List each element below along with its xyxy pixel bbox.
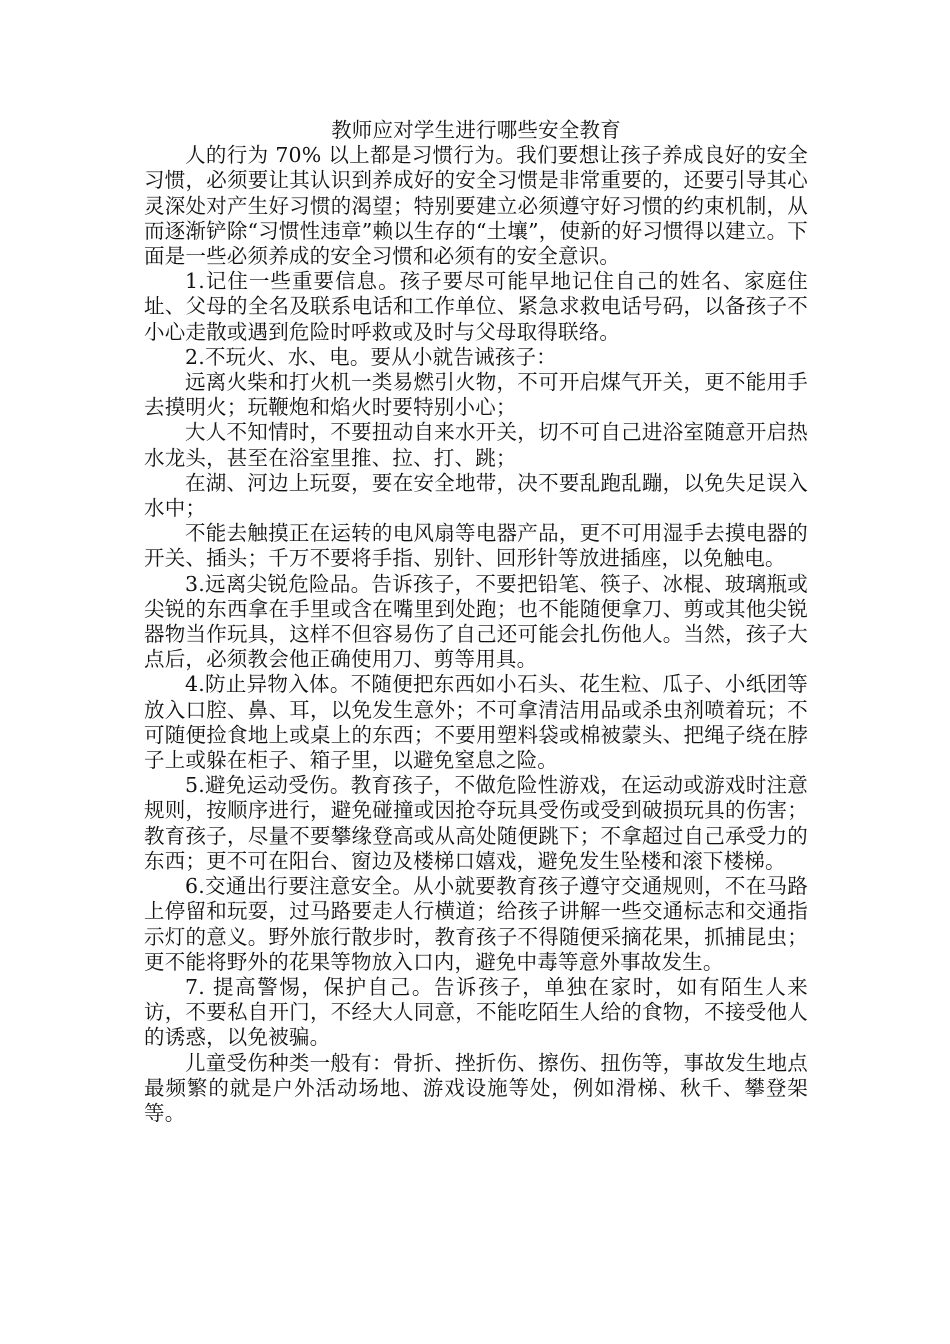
paragraph-4-foreign-objects: 4.防止异物入体。不随便把东西如小石头、花生粒、瓜子、小纸团等放入口腔、鼻、耳，以免发生意外；不可拿清洁用品或杀虫剂喷着玩；不可随便捡食地上或桌上的东西；不要用塑料袋或棉被蒙头、把绳子绕在脖子上或躲在柜子、箱子里，以避免窒息之险。 [144,672,808,773]
paragraph-injury-types: 儿童受伤种类一般有：骨折、挫折伤、擦伤、扭伤等，事故发生地点最频繁的就是户外活动场地、游戏设施等处，例如滑梯、秋千、攀登架等。 [144,1050,808,1125]
paragraph-7-vigilance: 7. 提高警惕，保护自己。告诉孩子，单独在家时，如有陌生人来访，不要私自开门，不经大人同意，不能吃陌生人给的食物，不接受他人的诱惑，以免被骗。 [144,974,808,1050]
document-title: 教师应对学生进行哪些安全教育 [331,118,621,142]
paragraph-intro: 人的行为 70% 以上都是习惯行为。我们要想让孩子养成良好的安全习惯，必须要让其认识到养成好的安全习惯是非常重要的，还要引导其心灵深处对产生好习惯的渴望；特别要建立必须遵守好习惯的约束机制，从而逐渐铲除“习惯性违章”赖以生存的“土壤”，使新的好习惯得以建立。下面是一些必须养成的安全习惯和必须有的安全意识。 [144,143,808,269]
paragraph-2-fire-water-electricity: 2.不玩火、水、电。要从小就告诫孩子： [185,344,557,369]
paragraph-3-sharp-objects: 3.远离尖锐危险品。告诉孩子，不要把铅笔、筷子、冰棍、玻璃瓶或尖锐的东西拿在手里或含在嘴里到处跑；也不能随便拿刀、剪或其他尖锐器物当作玩具，这样不但容易伤了自己还可能会扎伤他人。当然，孩子大点后，必须教会他正确使用刀、剪等用具。 [144,571,808,672]
paragraph-electricity: 不能去触摸正在运转的电风扇等电器产品，更不可用湿手去摸电器的开关、插头；千万不要将手指、别针、回形针等放进插座，以免触电。 [144,521,808,571]
paragraph-1-remember-info: 1.记住一些重要信息。孩子要尽可能早地记住自己的姓名、家庭住址、父母的全名及联系电话和工作单位、紧急求救电话号码，以备孩子不小心走散或遇到危险时呼救或及时与父母取得联络。 [144,269,808,344]
document-body [144,118,808,1126]
paragraph-fire: 远离火柴和打火机一类易燃引火物，不可开启煤气开关，更不能用手去摸明火；玩鞭炮和焰火时要特别小心； [144,370,808,420]
paragraph-6-traffic-safety: 6.交通出行要注意安全。从小就要教育孩子遵守交通规则，不在马路上停留和玩耍，过马路要走人行横道；给孩子讲解一些交通标志和交通指示灯的意义。野外旅行散步时，教育孩子不得随便采摘花果，抓捕昆虫；更不能将野外的花果等物放入口内，避免中毒等意外事故发生。 [144,874,808,974]
paragraph-5-sports-injury: 5.避免运动受伤。教育孩子，不做危险性游戏，在运动或游戏时注意规则，按顺序进行，避免碰撞或因抢夺玩具受伤或受到破损玩具的伤害；教育孩子，尽量不要攀缘登高或从高处随便跳下；不拿超过自己承受力的东西；更不可在阳台、窗边及楼梯口嬉戏，避免发生坠楼和滚下楼梯。 [144,773,808,873]
paragraph-lake-river: 在湖、河边上玩耍，要在安全地带，决不要乱跑乱蹦，以免失足误入水中； [144,470,808,521]
paragraph-water-tap: 大人不知情时，不要扭动自来水开关，切不可自己进浴室随意开启热水龙头，甚至在浴室里推、拉、打、跳； [144,420,808,470]
